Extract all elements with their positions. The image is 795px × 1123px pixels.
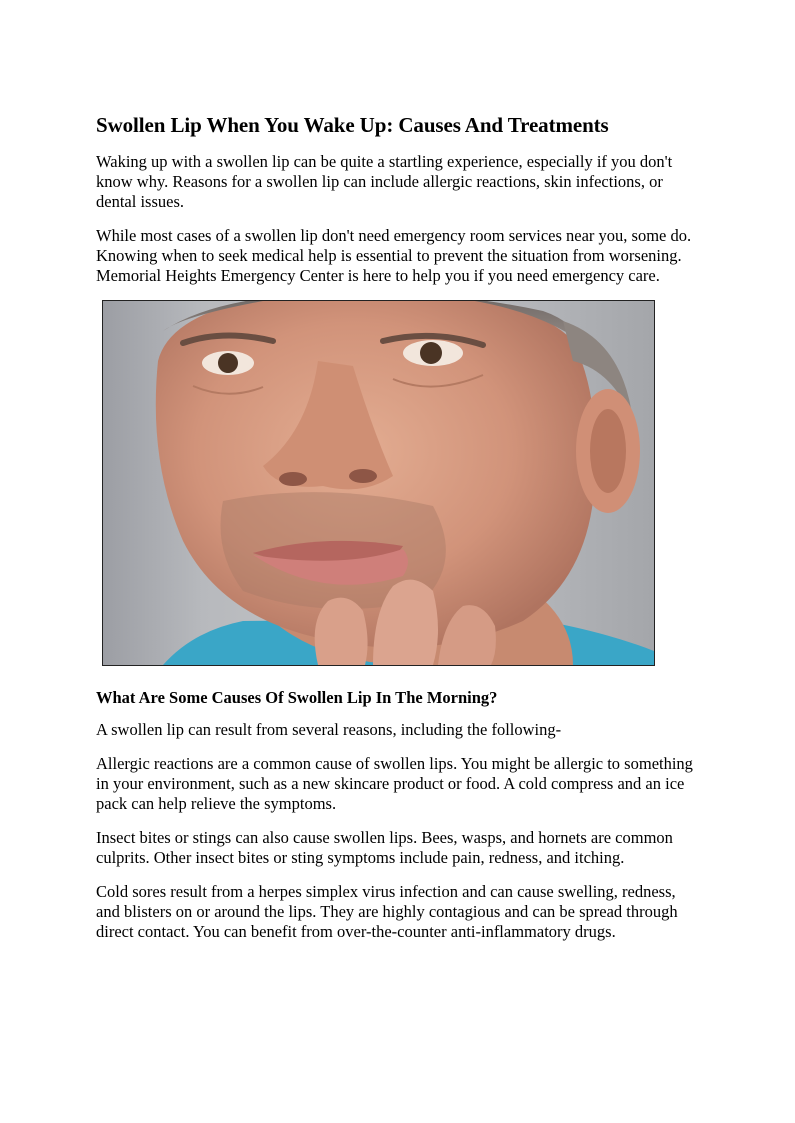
intro-paragraph-1: Waking up with a swollen lip can be quite a startling experience, especially if you don't know why. Reasons for a swollen lip can include allergic reactions, skin infections, or dental issues. [96,152,673,211]
section-paragraph-1: A swollen lip can result from several reasons, including the following- [96,720,562,739]
section-paragraph-4: Cold sores result from a herpes simplex virus infection and can cause swelling, redness, and blisters on or around the lips. They are highly contagious and can be spread through direct contact. You can benefit from over-the-counter anti-inflammatory drugs. [96,882,678,941]
left-nostril [279,472,307,486]
index-finger [315,598,368,665]
article [96,112,700,956]
man-with-swollen-lip-illustration [103,301,654,665]
right-nostril [349,469,377,483]
section-heading: What Are Some Causes Of Swollen Lip In The Morning? [96,688,498,707]
section-paragraph-2: Allergic reactions are a common cause of swollen lips. You might be allergic to something in your environment, such as a new skincare product or food. A cold compress and an ice pack can help relieve the symptoms. [96,754,693,813]
left-iris [218,353,238,373]
intro-paragraph-2: While most cases of a swollen lip don't need emergency room services near you, some do. Knowing when to seek medical help is essential to prevent the situation from worsening. Memorial Heights Emergency Center is here to help you if you need emergency care. [96,226,692,285]
swollen-lip-photo [102,300,655,666]
right-iris [420,342,442,364]
section-paragraph-3: Insect bites or stings can also cause swollen lips. Bees, wasps, and hornets are common culprits. Other insect bites or sting symptoms include pain, redness, and itching. [96,828,673,867]
ear-inner-shape [590,409,626,493]
article-title: Swollen Lip When You Wake Up: Causes And Treatments [96,113,609,137]
